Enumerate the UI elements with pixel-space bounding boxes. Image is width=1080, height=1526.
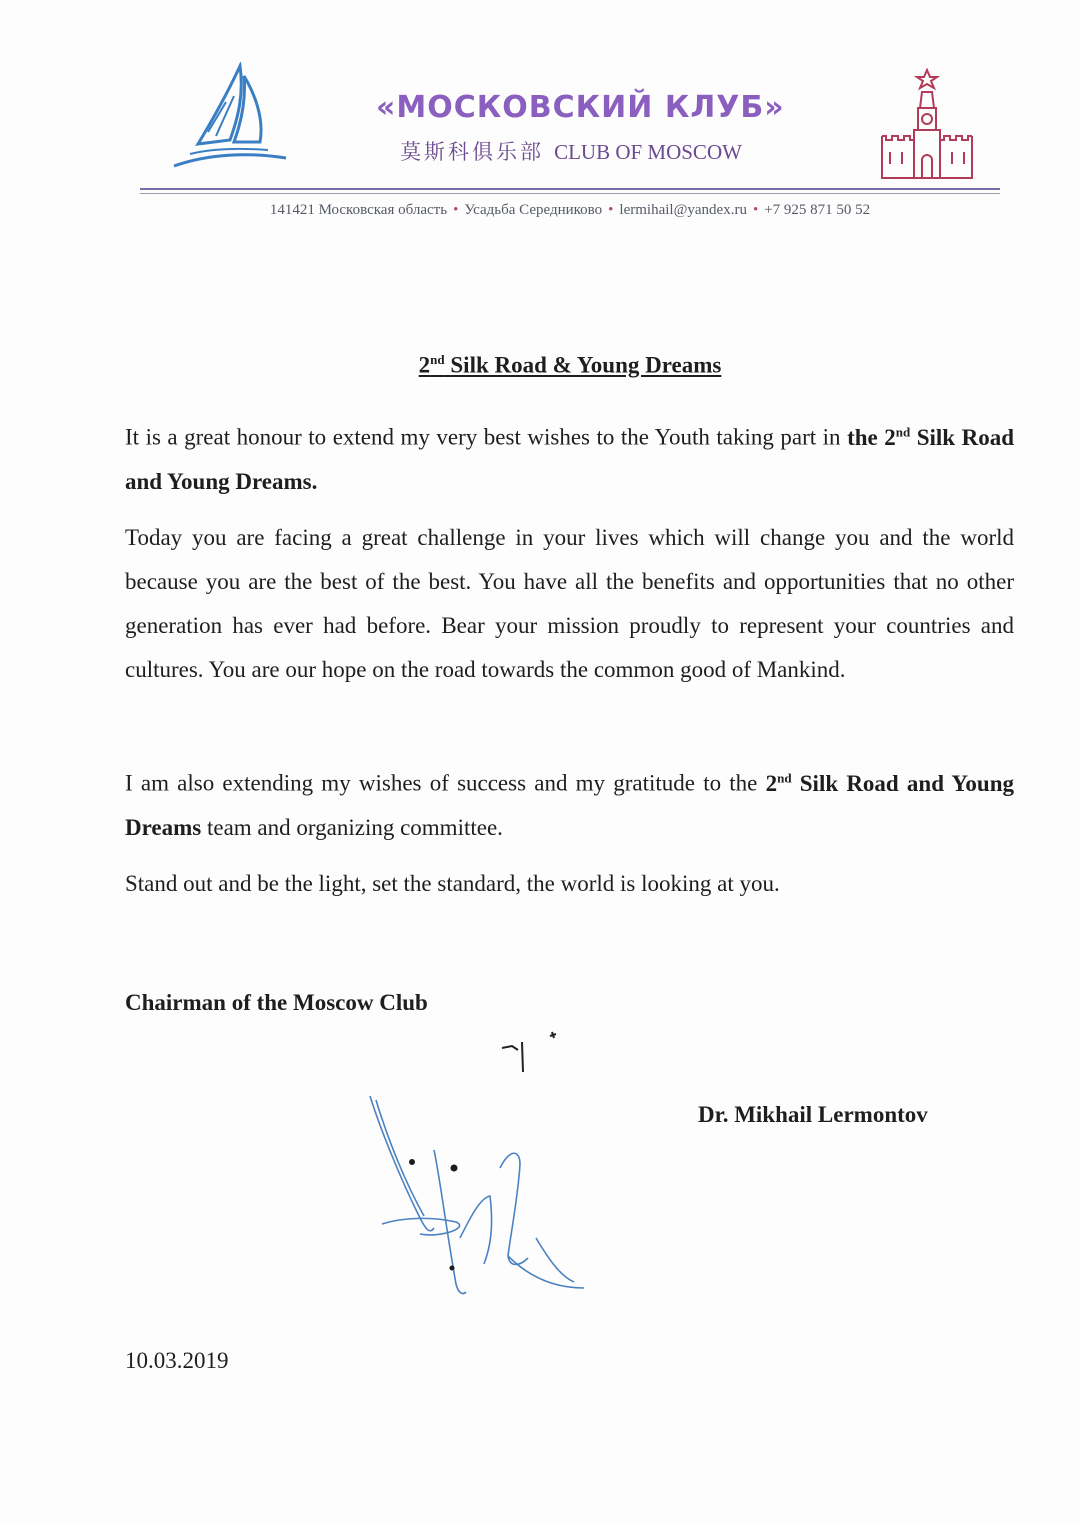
paragraph-greeting: It is a great honour to extend my very best wishes to the Youth taking part in the 2nd Silk Road and Young Dreams. (125, 424, 1015, 494)
club-name-russian: «МОСКОВСКИЙ КЛУБ» (376, 90, 785, 125)
header-divider-thin (140, 193, 1000, 194)
contact-phone: +7 925 871 50 52 (764, 202, 871, 218)
contact-email: lermihail@yandex.ru (619, 202, 747, 218)
paragraph-challenge: Today you are facing a great challenge in your lives which will change you and the world because you are the best of the best. You have all the benefits and opportunities that no other generation has ever had before. Bear your mission proudly to represent your countries and cultures. You are our hope on the road towards the common good of Mankind. (125, 525, 1014, 682)
kremlin-tower-icon (878, 68, 976, 180)
signer-title: Chairman of the Moscow Club (125, 990, 428, 1015)
contact-address: 141421 Московская область (269, 202, 448, 218)
handwritten-signature (360, 1088, 600, 1304)
ink-specks (490, 1020, 580, 1090)
club-name-chinese: 莫斯科俱乐部 (400, 140, 545, 164)
contact-estate: Усадьба Середниково (464, 202, 603, 218)
signer-name: Dr. Mikhail Lermontov (698, 1102, 928, 1127)
paragraph-gratitude: I am also extending my wishes of success and my gratitude to the 2nd Silk Road and Young Dreams team and organizing committee. (125, 770, 1015, 840)
contact-line: 141421 Московская область • Усадьба Середниково • lermihail@yandex.ru • +7 925 871 50 52 (269, 202, 871, 218)
club-name-english: CLUB OF MOSCOW (554, 140, 742, 164)
paragraph-closing: Stand out and be the light, set the standard, the world is looking at you. (125, 871, 780, 896)
letter-title: 2nd Silk Road & Young Dreams (418, 352, 722, 378)
letter-date: 10.03.2019 (125, 1348, 229, 1373)
club-name-subtitle (386, 136, 756, 166)
sailboat-logo-icon (168, 62, 292, 174)
header-divider (140, 188, 1000, 190)
